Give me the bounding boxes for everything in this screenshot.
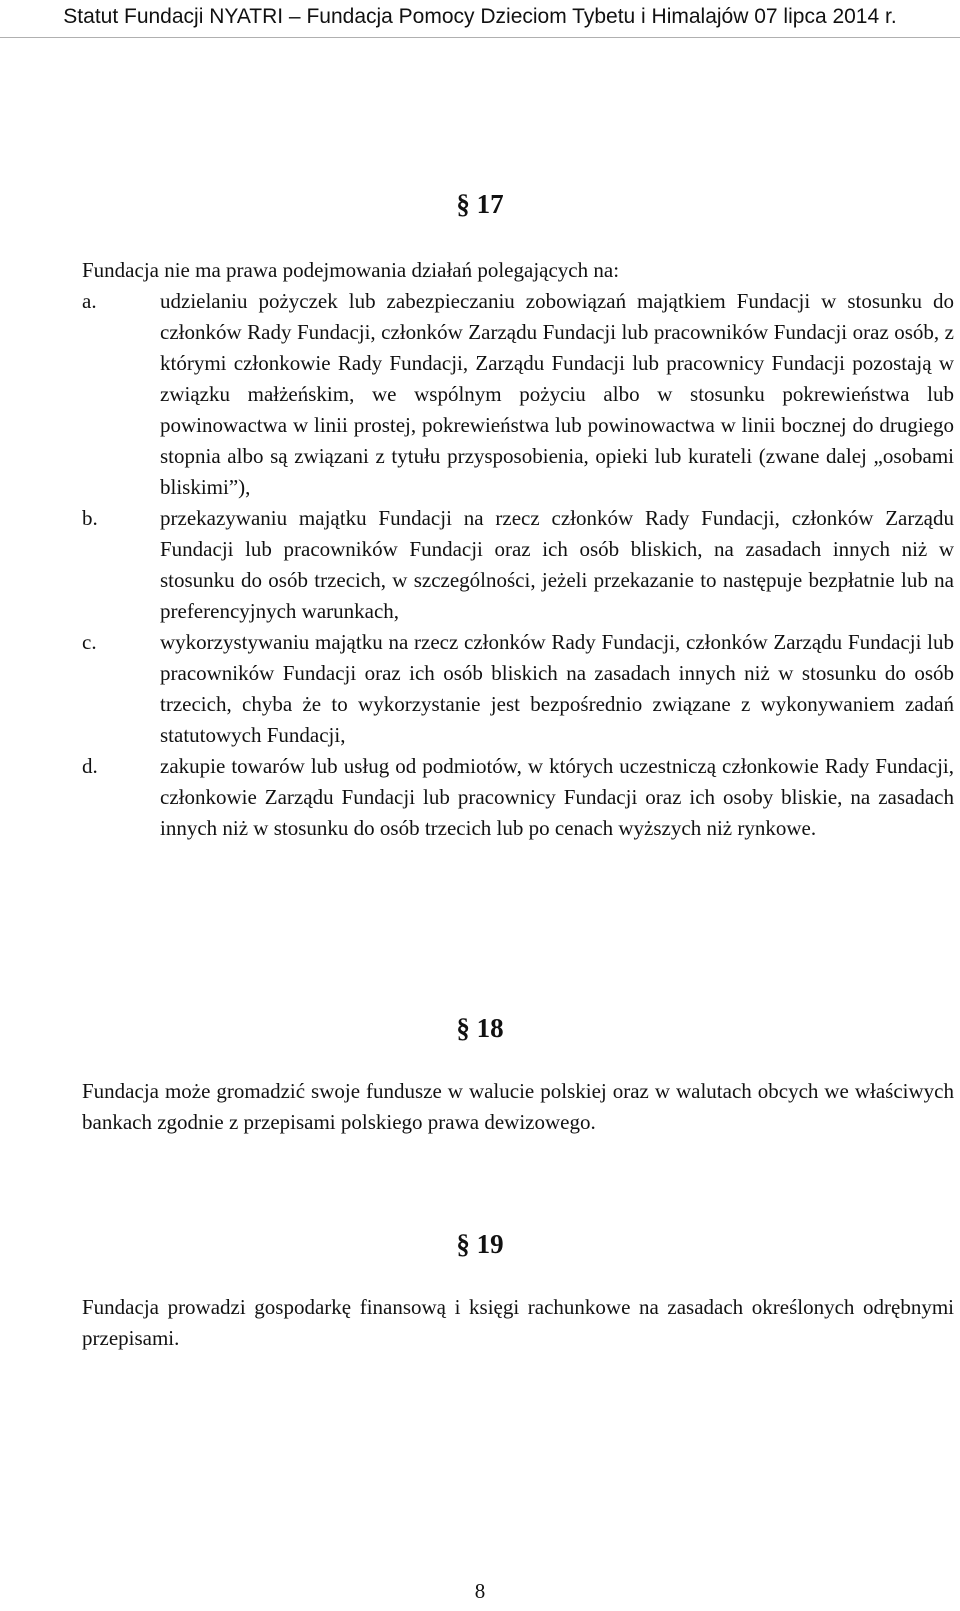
section-19-heading: § 19 [456,1229,504,1259]
section-17-list [82,286,954,844]
list-marker: c. [82,630,97,654]
list-item-text: udzielaniu pożyczek lub zabezpieczaniu zobowiązań majątkiem Fundacji w stosunku do członków Rady Fundacji, członków Zarządu Fundacji lub pracowników Fundacji oraz osób, z którymi członkowie Rady Fundacji, Zarządu Fundacji lub pracownicy Fundacji pozostają w związku małżeńskim, we wspólnym pożyciu albo w stosunku pokrewieństwa lub powinowactwa w linii prostej, pokrewieństwa lub powinowactwa w linii bocznej do drugiego stopnia albo są związani z tytułu przysposobienia, opieki lub kurateli (zwane dalej „osobami bliskimi”), [160,289,954,499]
list-item-c [82,627,954,751]
section-18-text: Fundacja może gromadzić swoje fundusze w walucie polskiej oraz w walutach obcych we właściwych bankach zgodnie z przepisami polskiego prawa dewizowego. [82,1079,954,1134]
section-18-heading: § 18 [456,1013,504,1043]
list-item-text: wykorzystywaniu majątku na rzecz członków Rady Fundacji, członków Zarządu Fundacji lub pracowników Fundacji oraz ich osób bliskich na zasadach innych niż w stosunku do osób trzecich, chyba że to wykorzystanie jest bezpośrednio związane z wykonywaniem zadań statutowych Fundacji, [160,630,954,747]
section-17-heading: § 17 [456,189,504,219]
list-marker: d. [82,754,98,778]
list-item-text: przekazywaniu majątku Fundacji na rzecz członków Rady Fundacji, członków Zarządu Fundacji lub pracowników Fundacji oraz ich osób bliskich, na zasadach innych niż w stosunku do osób trzecich, w szczególności, jeżeli przekazanie to następuje bezpłatnie lub na preferencyjnych warunkach, [160,506,954,623]
section-19-text: Fundacja prowadzi gospodarkę finansową i księgi rachunkowe na zasadach określonych odrębnymi przepisami. [82,1295,954,1350]
list-item-b [82,503,954,627]
page-number: 8 [474,1579,486,1603]
list-item-d [82,751,954,844]
list-item-a [82,286,954,503]
list-item-text: zakupie towarów lub usług od podmiotów, w których uczestniczą członkowie Rady Fundacji, członkowie Zarządu Fundacji lub pracownicy Fundacji oraz ich osoby bliskie, na zasadach innych niż w stosunku do osób trzecich lub po cenach wyższych niż rynkowe. [160,754,954,840]
header-divider [0,37,960,38]
list-marker: a. [82,289,97,313]
list-marker: b. [82,506,98,530]
section-17-intro: Fundacja nie ma prawa podejmowania działań polegających na: [82,258,620,282]
document-header: Statut Fundacji NYATRI – Fundacja Pomocy Dzieciom Tybetu i Himalajów 07 lipca 2014 r. [63,5,897,28]
